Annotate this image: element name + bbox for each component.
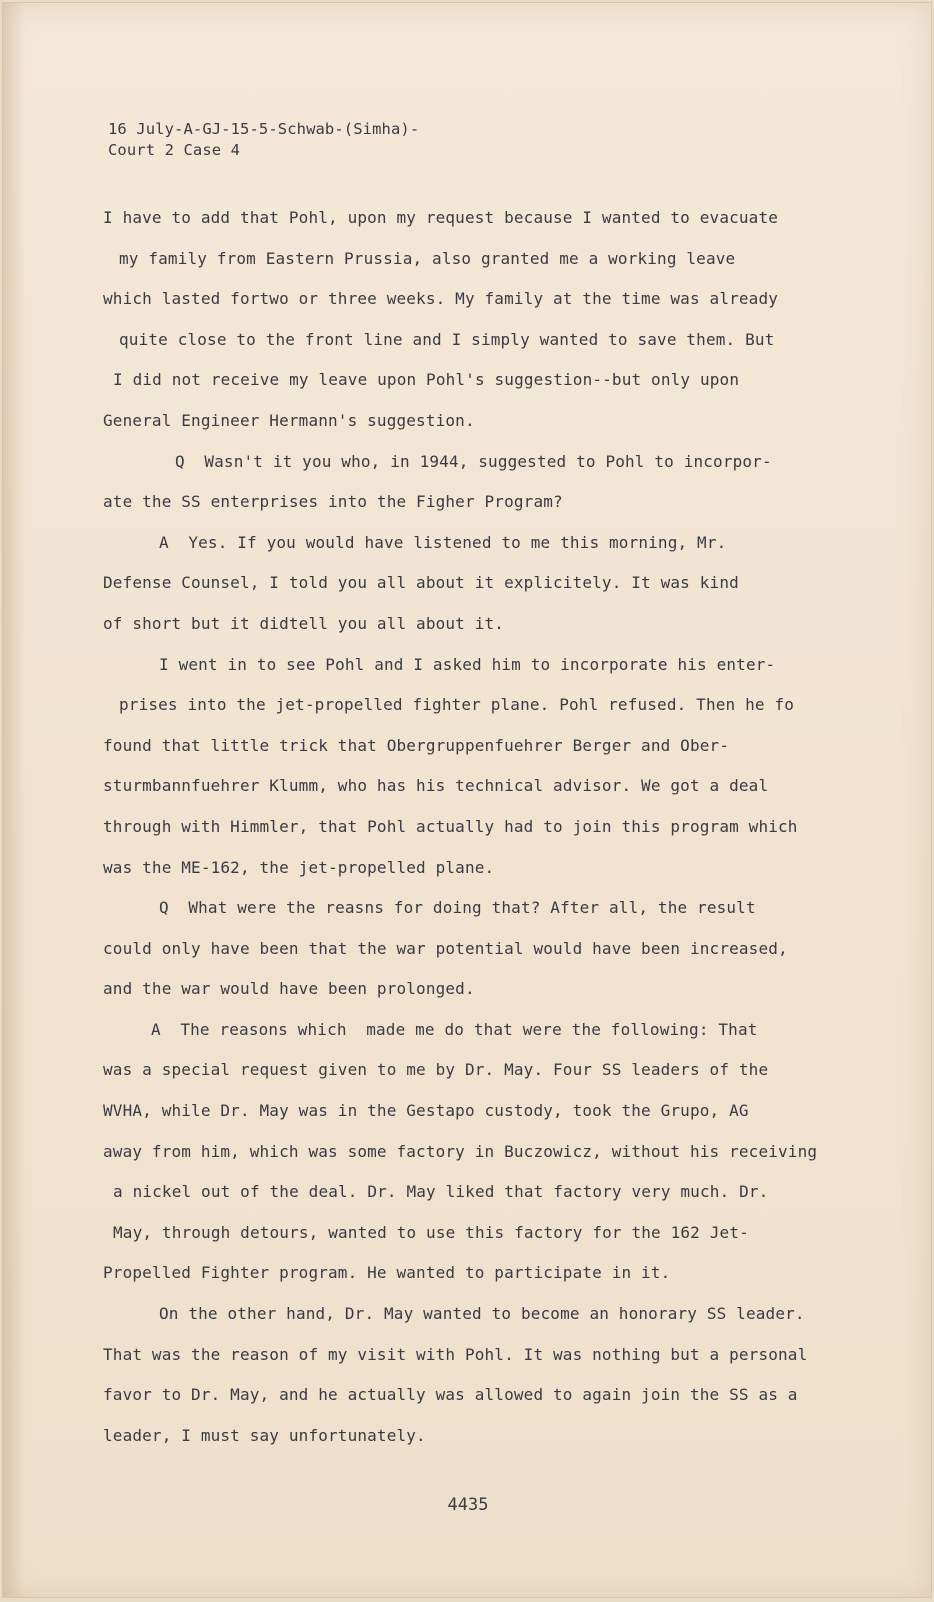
text-line: Propelled Fighter program. He wanted to participate in it. bbox=[103, 1263, 671, 1283]
text-line: was the ME-162, the jet-propelled plane. bbox=[103, 857, 495, 877]
text-line: was a special request given to me by Dr. May. Four SS leaders of the bbox=[103, 1060, 769, 1080]
text-line: Defense Counsel, I told you all about it explicitely. It was kind bbox=[103, 573, 739, 593]
text-line: That was the reason of my visit with Pohl. It was nothing but a personal bbox=[103, 1344, 808, 1364]
text-line: a nickel out of the deal. Dr. May liked that factory very much. Dr. bbox=[113, 1182, 769, 1202]
text-line: Q What were the reasns for doing that? After all, the result bbox=[159, 898, 756, 918]
text-line: Q Wasn't it you who, in 1944, suggested to Pohl to incorpor- bbox=[175, 451, 772, 471]
text-line: favor to Dr. May, and he actually was allowed to again join the SS as a bbox=[103, 1385, 798, 1405]
document-page bbox=[2, 2, 932, 1598]
text-line: General Engineer Hermann's suggestion. bbox=[103, 410, 475, 430]
text-line: WVHA, while Dr. May was in the Gestapo custody, took the Grupo, AG bbox=[103, 1101, 749, 1121]
page-number: 4435 bbox=[447, 1495, 489, 1515]
header-line-2: Court 2 Case 4 bbox=[108, 141, 241, 159]
text-line: away from him, which was some factory in Buczowicz, without his receiving bbox=[103, 1141, 818, 1161]
text-line: could only have been that the war potential would have been increased, bbox=[103, 938, 788, 958]
text-line: and the war would have been prolonged. bbox=[103, 979, 475, 999]
text-line: I have to add that Pohl, upon my request because I wanted to evacuate bbox=[103, 208, 779, 227]
text-line: through with Himmler, that Pohl actually had to join this program which bbox=[103, 816, 798, 836]
text-line: A Yes. If you would have listened to me this morning, Mr. bbox=[159, 532, 727, 552]
text-line: I went in to see Pohl and I asked him to incorporate his enter- bbox=[159, 654, 776, 674]
text-line: leader, I must say unfortunately. bbox=[103, 1425, 426, 1445]
text-line: ate the SS enterprises into the Figher Program? bbox=[103, 492, 563, 512]
document-header bbox=[108, 119, 419, 161]
text-line: prises into the jet-propelled fighter plane. Pohl refused. Then he fo bbox=[119, 695, 795, 715]
transcript-body bbox=[103, 198, 833, 1456]
text-line: sturmbannfuehrer Klumm, who has his technical advisor. We got a deal bbox=[103, 776, 769, 796]
text-line: On the other hand, Dr. May wanted to become an honorary SS leader. bbox=[159, 1304, 805, 1324]
text-line: my family from Eastern Prussia, also granted me a working leave bbox=[119, 248, 736, 268]
text-line: May, through detours, wanted to use this factory for the 162 Jet- bbox=[113, 1222, 749, 1242]
page-edge-shadow bbox=[3, 3, 25, 1597]
text-line: found that little trick that Obergruppenfuehrer Berger and Ober- bbox=[103, 735, 730, 755]
header-line-1: 16 July-A-GJ-15-5-Schwab-(Simha)- bbox=[108, 120, 420, 138]
text-line: quite close to the front line and I simply wanted to save them. But bbox=[119, 329, 775, 349]
text-line: of short but it didtell you all about it. bbox=[103, 613, 505, 633]
text-line: which lasted fortwo or three weeks. My family at the time was already bbox=[103, 289, 779, 309]
text-line: I did not receive my leave upon Pohl's suggestion--but only upon bbox=[113, 370, 740, 390]
text-line: A The reasons which made me do that were the following: That bbox=[151, 1019, 758, 1039]
